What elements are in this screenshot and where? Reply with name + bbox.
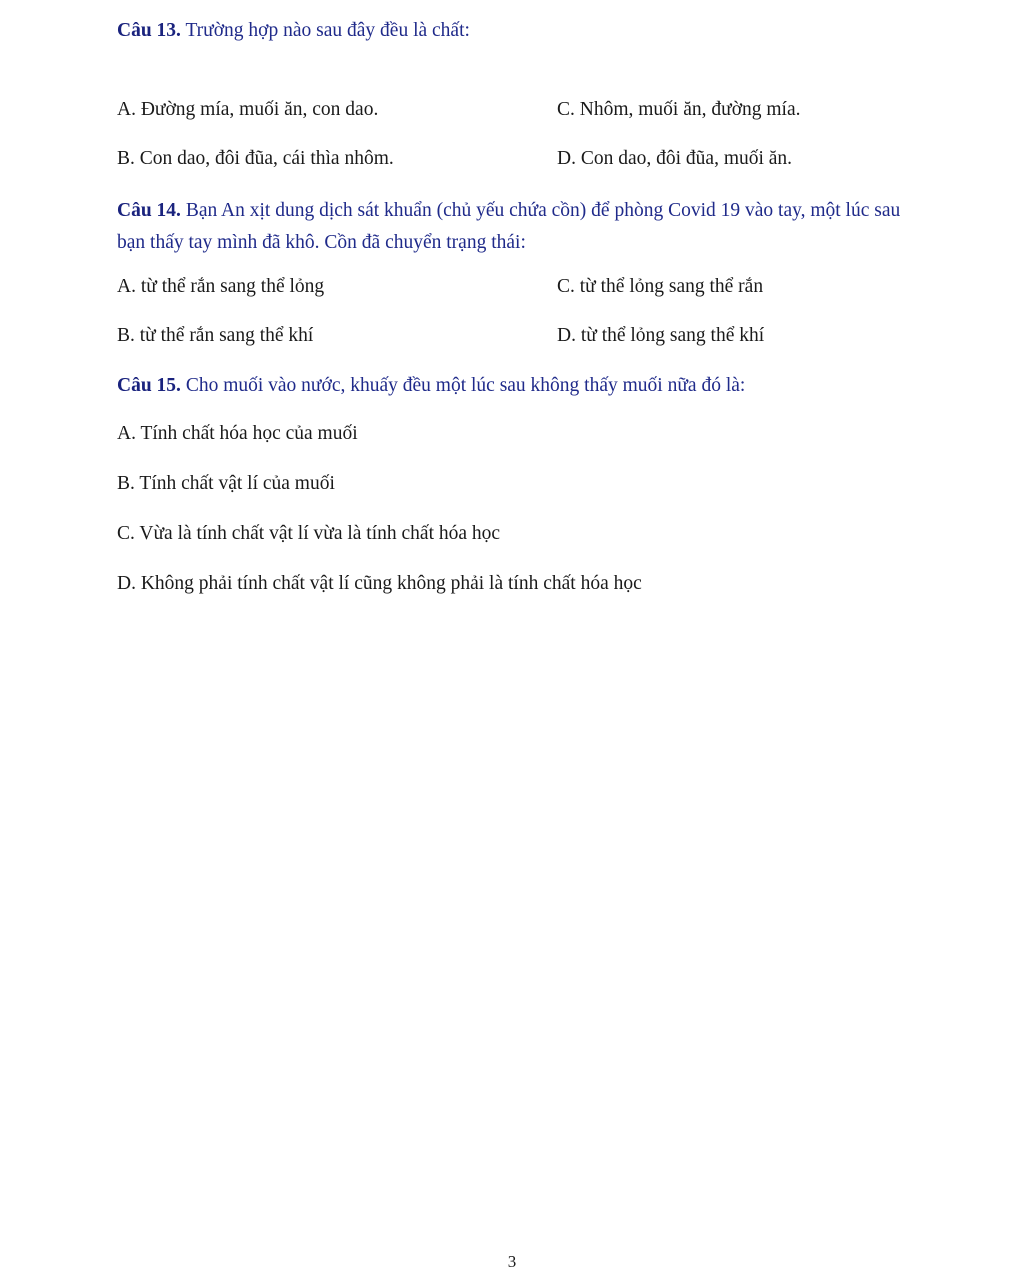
question-15-option-c: C. Vừa là tính chất vật lí vừa là tính chất hóa học	[117, 523, 501, 544]
question-14-option-a: A. từ thể rắn sang thể lỏng	[117, 276, 325, 297]
question-13-option-b: B. Con dao, đôi đũa, cái thìa nhôm.	[117, 148, 394, 169]
question-13-number: Câu 13.	[117, 20, 181, 41]
question-14-text: Bạn An xịt dung dịch sát khuẩn (chủ yếu chứa cồn) để phòng Covid 19 vào tay, một lúc sau bạn thấy tay mình đã khô. Cồn đã chuyển trạng thái:	[117, 200, 901, 253]
question-13-option-c: C. Nhôm, muối ăn, đường mía.	[557, 99, 801, 120]
question-14-number: Câu 14.	[117, 200, 181, 221]
question-13	[117, 15, 927, 47]
question-13-option-a: A. Đường mía, muối ăn, con dao.	[117, 99, 379, 120]
question-15-number: Câu 15.	[117, 375, 181, 396]
question-13-option-d: D. Con dao, đôi đũa, muối ăn.	[557, 148, 793, 169]
question-15-option-a: A. Tính chất hóa học của muối	[117, 423, 358, 444]
question-15-option-b: B. Tính chất vật lí của muối	[117, 473, 335, 494]
question-14-option-d: D. từ thể lỏng sang thể khí	[557, 325, 765, 346]
page-number: 3	[507, 1252, 517, 1271]
question-14	[117, 195, 927, 259]
question-14-option-b: B. từ thể rắn sang thể khí	[117, 325, 314, 346]
question-13-text: Trường hợp nào sau đây đều là chất:	[180, 20, 470, 41]
question-15	[117, 370, 927, 402]
question-15-option-d: D. Không phải tính chất vật lí cũng không phải là tính chất hóa học	[117, 573, 642, 594]
question-14-option-c: C. từ thể lỏng sang thể rắn	[557, 276, 764, 297]
question-15-text: Cho muối vào nước, khuấy đều một lúc sau không thấy muối nữa đó là:	[180, 375, 746, 396]
